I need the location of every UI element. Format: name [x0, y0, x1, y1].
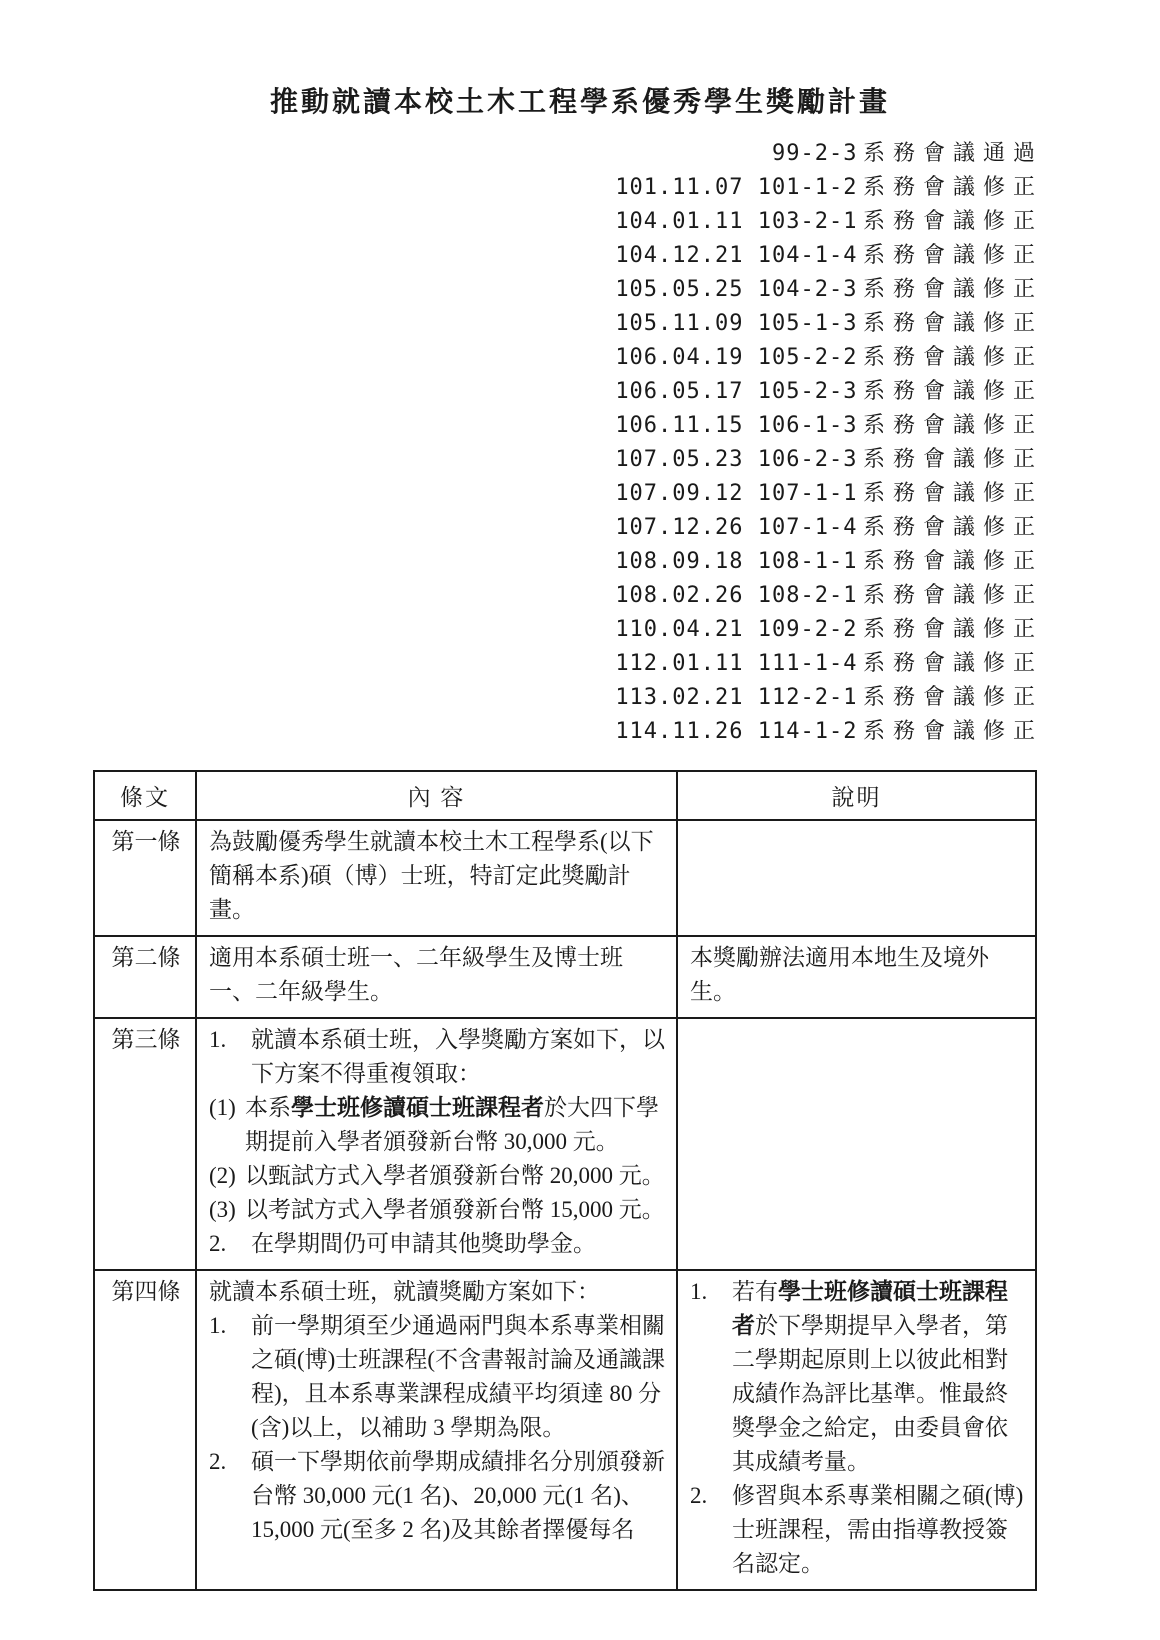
content-cell — [196, 820, 677, 936]
article-cell — [94, 1018, 196, 1270]
table-row — [94, 820, 1036, 936]
text-segment: 於下學期提早入學者，第二學期起原則上以彼此相對成績作為評比基準。惟最終獎學金之給定，由委員會依其成績考量。 — [732, 1313, 1008, 1474]
text-segment: 在學期間仍可申請其他獎助學金。 — [251, 1231, 596, 1256]
rules-table — [93, 770, 1037, 1591]
text-segment: 碩一下學期依前學期成績排名分別頒發新台幣 30,000 元(1 名)、20,000 元(1 名)、15,000 元(至多 2 名)及其餘者擇優每名 — [251, 1449, 665, 1542]
page-title: 推動就讀本校土木工程學系優秀學生獎勵計畫 — [269, 87, 890, 118]
article-number: 第三條 — [111, 1027, 181, 1052]
article-number: 第二條 — [111, 945, 181, 970]
rules-table-body — [94, 820, 1036, 1590]
revision-number: 99-2-3 — [772, 141, 858, 166]
paragraph — [209, 1091, 666, 1159]
text-segment: 修習與本系專業相關之碩(博)士班課程，需由指導教授簽名認定。 — [732, 1483, 1024, 1576]
paragraph — [209, 1193, 666, 1227]
text-segment: 於大四下學期提前入學者頒發新台幣 30,000 元。 — [245, 1095, 659, 1154]
paragraph — [690, 1479, 1025, 1581]
paragraph — [209, 1159, 666, 1193]
revision-number: 114.11.26 114-1-2 — [615, 719, 858, 744]
revision-action: 系務會議修正 — [862, 650, 1043, 675]
paragraph — [690, 1275, 1025, 1479]
revision-action: 系務會議修正 — [862, 174, 1043, 199]
text-segment: 為鼓勵優秀學生就讀本校土木工程學系(以下簡稱本系)碩（博）士班，特訂定此獎勵計畫。 — [209, 829, 654, 922]
revision-action: 系務會議修正 — [862, 276, 1043, 301]
revision-number: 113.02.21 112-2-1 — [615, 685, 858, 710]
revision-action: 系務會議修正 — [862, 310, 1043, 335]
revision-line — [615, 374, 1043, 408]
revision-number: 108.09.18 108-1-1 — [615, 549, 858, 574]
text-segment: 本獎勵辦法適用本地生及境外生。 — [690, 945, 989, 1004]
revision-number: 106.11.15 106-1-3 — [615, 413, 858, 438]
text-segment: 前一學期須至少通過兩門與本系專業相關之碩(博)士班課程(不含書報討論及通識課程)，且本系專業課程成績平均須達 80 分(含)以上，以補助 3 學期為限。 — [251, 1313, 665, 1440]
text-segment: 就讀本系碩士班，就讀獎勵方案如下： — [209, 1279, 600, 1304]
paragraph — [209, 1445, 666, 1547]
revision-number: 107.12.26 107-1-4 — [615, 515, 858, 540]
revision-action: 系務會議修正 — [862, 412, 1043, 437]
revision-number: 108.02.26 108-2-1 — [615, 583, 858, 608]
list-marker: (1) — [209, 1095, 236, 1120]
revision-action: 系務會議修正 — [862, 378, 1043, 403]
revision-line — [615, 408, 1043, 442]
revision-line — [615, 680, 1043, 714]
table-row — [94, 1270, 1036, 1590]
revision-number: 104.01.11 103-2-1 — [615, 209, 858, 234]
revision-number: 107.05.23 106-2-3 — [615, 447, 858, 472]
article-cell — [94, 820, 196, 936]
revision-line — [615, 340, 1043, 374]
article-cell — [94, 1270, 196, 1590]
revision-line — [615, 510, 1043, 544]
explanation-cell — [677, 820, 1036, 936]
revision-number: 110.04.21 109-2-2 — [615, 617, 858, 642]
list-marker: 1. — [209, 1313, 227, 1338]
content-cell — [196, 936, 677, 1018]
paragraph — [209, 1309, 666, 1445]
list-marker: 2. — [209, 1231, 227, 1256]
revision-action: 系務會議修正 — [862, 344, 1043, 369]
revision-line — [615, 646, 1043, 680]
list-marker: 1. — [209, 1027, 227, 1052]
revision-number: 107.09.12 107-1-1 — [615, 481, 858, 506]
revision-action: 系務會議修正 — [862, 718, 1043, 743]
revision-action: 系務會議修正 — [862, 684, 1043, 709]
paragraph — [209, 1275, 666, 1309]
article-number: 第四條 — [111, 1279, 181, 1304]
paragraph — [209, 825, 666, 927]
revision-number: 112.01.11 111-1-4 — [615, 651, 858, 676]
revision-action: 系務會議修正 — [862, 548, 1043, 573]
revision-action: 系務會議修正 — [862, 514, 1043, 539]
revision-action: 系務會議修正 — [862, 208, 1043, 233]
revision-line — [615, 170, 1043, 204]
revision-line — [615, 272, 1043, 306]
content-cell — [196, 1018, 677, 1270]
text-segment: 就讀本系碩士班，入學獎勵方案如下，以下方案不得重複領取： — [251, 1027, 665, 1086]
revision-line — [615, 476, 1043, 510]
table-row — [94, 1018, 1036, 1270]
text-segment: 本系 — [245, 1095, 291, 1120]
explanation-cell — [677, 936, 1036, 1018]
text-segment: 學士班修讀碩士班課程者 — [291, 1095, 544, 1120]
article-cell — [94, 936, 196, 1018]
revision-action: 系務會議通過 — [862, 140, 1043, 165]
revision-list — [615, 136, 1043, 748]
text-segment: 學士班修讀碩士班課程者 — [732, 1279, 1008, 1338]
revision-number: 101.11.07 101-1-2 — [615, 175, 858, 200]
text-segment: 適用本系碩士班一、二年級學生及博士班一、二年級學生。 — [209, 945, 623, 1004]
revision-action: 系務會議修正 — [862, 616, 1043, 641]
revision-action: 系務會議修正 — [862, 446, 1043, 471]
revision-number: 104.12.21 104-1-4 — [615, 243, 858, 268]
paragraph — [209, 941, 666, 1009]
revision-line — [615, 544, 1043, 578]
revision-number: 105.05.25 104-2-3 — [615, 277, 858, 302]
table-row — [94, 936, 1036, 1018]
revision-line — [615, 238, 1043, 272]
revision-number: 106.05.17 105-2-3 — [615, 379, 858, 404]
revision-action: 系務會議修正 — [862, 242, 1043, 267]
text-segment: 以考試方式入學者頒發新台幣 15,000 元。 — [245, 1197, 665, 1222]
list-marker: (2) — [209, 1163, 236, 1188]
column-header-explanation: 說明 — [677, 771, 1036, 820]
table-header-row — [94, 771, 1036, 820]
list-marker: 2. — [209, 1449, 227, 1474]
revision-line — [615, 204, 1043, 238]
article-number: 第一條 — [111, 829, 181, 854]
content-cell — [196, 1270, 677, 1590]
text-segment: 以甄試方式入學者頒發新台幣 20,000 元。 — [245, 1163, 665, 1188]
revision-line — [615, 612, 1043, 646]
column-header-article: 條文 — [94, 771, 196, 820]
revision-action: 系務會議修正 — [862, 582, 1043, 607]
explanation-cell — [677, 1018, 1036, 1270]
revision-line — [615, 306, 1043, 340]
explanation-cell — [677, 1270, 1036, 1590]
paragraph — [209, 1227, 666, 1261]
list-marker: (3) — [209, 1197, 236, 1222]
text-segment: 若有 — [732, 1279, 778, 1304]
revision-line — [615, 578, 1043, 612]
revision-number: 106.04.19 105-2-2 — [615, 345, 858, 370]
revision-line — [615, 136, 1043, 170]
revision-line — [615, 442, 1043, 476]
paragraph — [690, 941, 1025, 1009]
list-marker: 1. — [690, 1279, 708, 1304]
revision-action: 系務會議修正 — [862, 480, 1043, 505]
paragraph — [209, 1023, 666, 1091]
column-header-content: 內 容 — [196, 771, 677, 820]
revision-number: 105.11.09 105-1-3 — [615, 311, 858, 336]
list-marker: 2. — [690, 1483, 708, 1508]
revision-line — [615, 714, 1043, 748]
